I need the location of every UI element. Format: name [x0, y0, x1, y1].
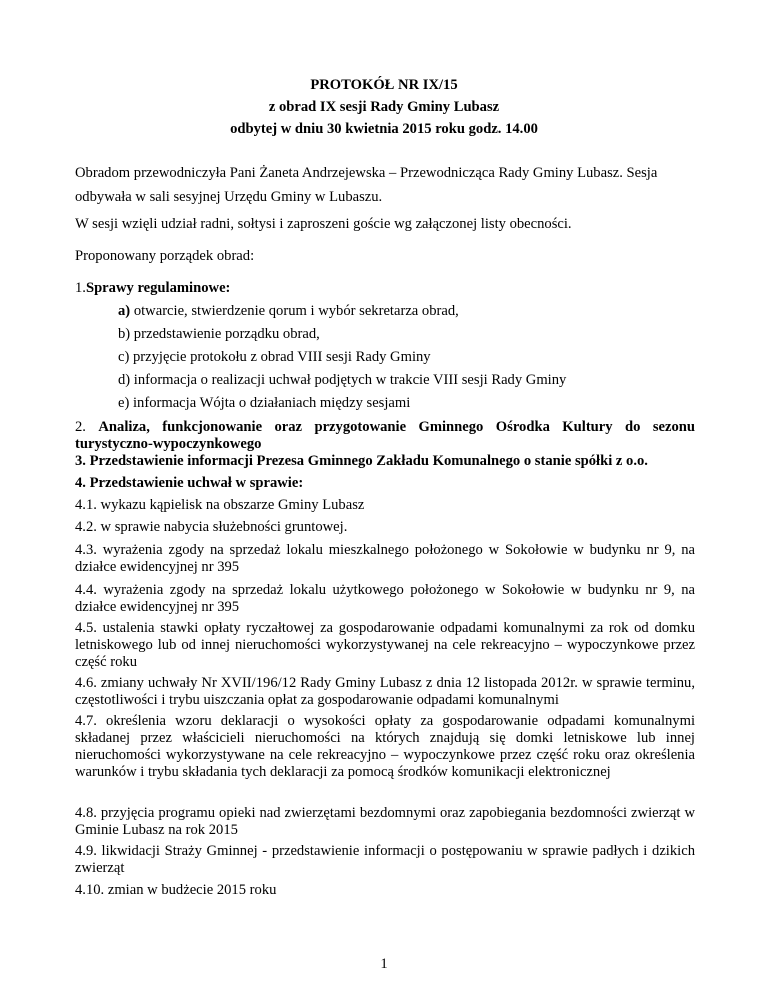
intro-paragraph-line2: odbywała w sali sesyjnej Urzędu Gminy w Lubaszu. — [75, 189, 383, 205]
agenda-item-2-text: Analiza, funkcjonowanie oraz przygotowanie Gminnego Ośrodka Kultury do sezonu turystyczno-wypoczynkowego — [75, 419, 696, 452]
protocol-title: PROTOKÓŁ NR IX/15 — [310, 77, 458, 93]
agenda-item-1e: e) informacja Wójta o działaniach między sesjami — [118, 395, 411, 411]
agenda-item-4-1: 4.1. wykazu kąpielisk na obszarze Gminy Lubasz — [75, 497, 365, 513]
agenda-item-1 — [75, 280, 695, 297]
agenda-item-1c: c) przyjęcie protokołu z obrad VIII sesji Rady Gminy — [118, 349, 431, 365]
agenda-heading: Proponowany porządek obrad: — [75, 248, 255, 264]
page-number: 1 — [380, 956, 388, 972]
agenda-item-2-number: 2. — [75, 419, 99, 435]
session-date: odbytej w dniu 30 kwietnia 2015 roku godz. 14.00 — [230, 121, 538, 137]
agenda-item-1a — [118, 303, 459, 320]
attendance-paragraph: W sesji wzięli udział radni, sołtysi i zaproszeni goście wg załączonej listy obecności. — [75, 216, 572, 232]
agenda-item-3 — [75, 453, 695, 470]
agenda-item-4-text: 4. Przedstawienie uchwał w sprawie: — [75, 475, 304, 491]
agenda-item-4 — [75, 475, 695, 492]
agenda-item-1a-text: otwarcie, stwierdzenie qorum i wybór sekretarza obrad, — [130, 303, 459, 319]
agenda-item-1-number: 1. — [75, 280, 86, 296]
agenda-item-1a-prefix: a) — [118, 303, 131, 319]
agenda-item-4-4: 4.4. wyrażenia zgody na sprzedaż lokalu użytkowego położonego w Sokołowie w budynku nr 9, na działce ewidencyjnej nr 395 — [75, 582, 695, 615]
agenda-item-4-8: 4.8. przyjęcia programu opieki nad zwierzętami bezdomnymi oraz zapobiegania bezdomności zwierząt w Gminie Lubasz na rok 2015 — [75, 805, 695, 838]
agenda-item-4-3: 4.3. wyrażenia zgody na sprzedaż lokalu mieszkalnego położonego w Sokołowie w budynku nr 9, na działce ewidencyjnej nr 395 — [75, 542, 695, 575]
agenda-item-2 — [75, 419, 695, 453]
agenda-item-1b: b) przedstawienie porządku obrad, — [118, 326, 320, 342]
agenda-item-4-10: 4.10. zmian w budżecie 2015 roku — [75, 882, 277, 898]
agenda-item-3-text: 3. Przedstawienie informacji Prezesa Gminnego Zakładu Komunalnego o stanie spółki z o.o. — [75, 453, 648, 469]
intro-paragraph-line1: Obradom przewodniczyła Pani Żaneta Andrzejewska – Przewodnicząca Rady Gminy Lubasz. Sesja — [75, 165, 658, 181]
agenda-item-4-7: 4.7. określenia wzoru deklaracji o wysokości opłaty za gospodarowanie odpadami komunalnymi składanej przez właścicieli nieruchomości na których znajdują się domki letniskowe lub innej nieruchomości wykorzystywane na cele rekreacyjno – wypoczynkowe przez część roku oraz określenia warunków i trybu składania tych deklaracji za pomocą środków komunikacji elektronicznej — [75, 713, 695, 780]
agenda-item-4-6: 4.6. zmiany uchwały Nr XVII/196/12 Rady Gminy Lubasz z dnia 12 listopada 2012r. w sprawie terminu, częstotliwości i trybu uiszczania opłat za gospodarowanie odpadami komunalnymi — [75, 675, 695, 708]
agenda-item-4-5: 4.5. ustalenia stawki opłaty ryczałtowej za gospodarowanie odpadami komunalnymi za rok od domku letniskowego lub od innej nieruchomości wykorzystywanej na cele rekreacyjno – wypoczynkowe przez część roku — [75, 620, 695, 670]
session-subtitle: z obrad IX sesji Rady Gminy Lubasz — [268, 99, 500, 115]
agenda-item-4-2: 4.2. w sprawie nabycia służebności gruntowej. — [75, 519, 348, 535]
agenda-item-4-9: 4.9. likwidacji Straży Gminnej - przedstawienie informacji o postępowaniu w sprawie padłych i dzikich zwierząt — [75, 843, 695, 876]
agenda-item-1-title: Sprawy regulaminowe: — [85, 280, 231, 296]
agenda-item-1d: d) informacja o realizacji uchwał podjętych w trakcie VIII sesji Rady Gminy — [118, 372, 567, 388]
